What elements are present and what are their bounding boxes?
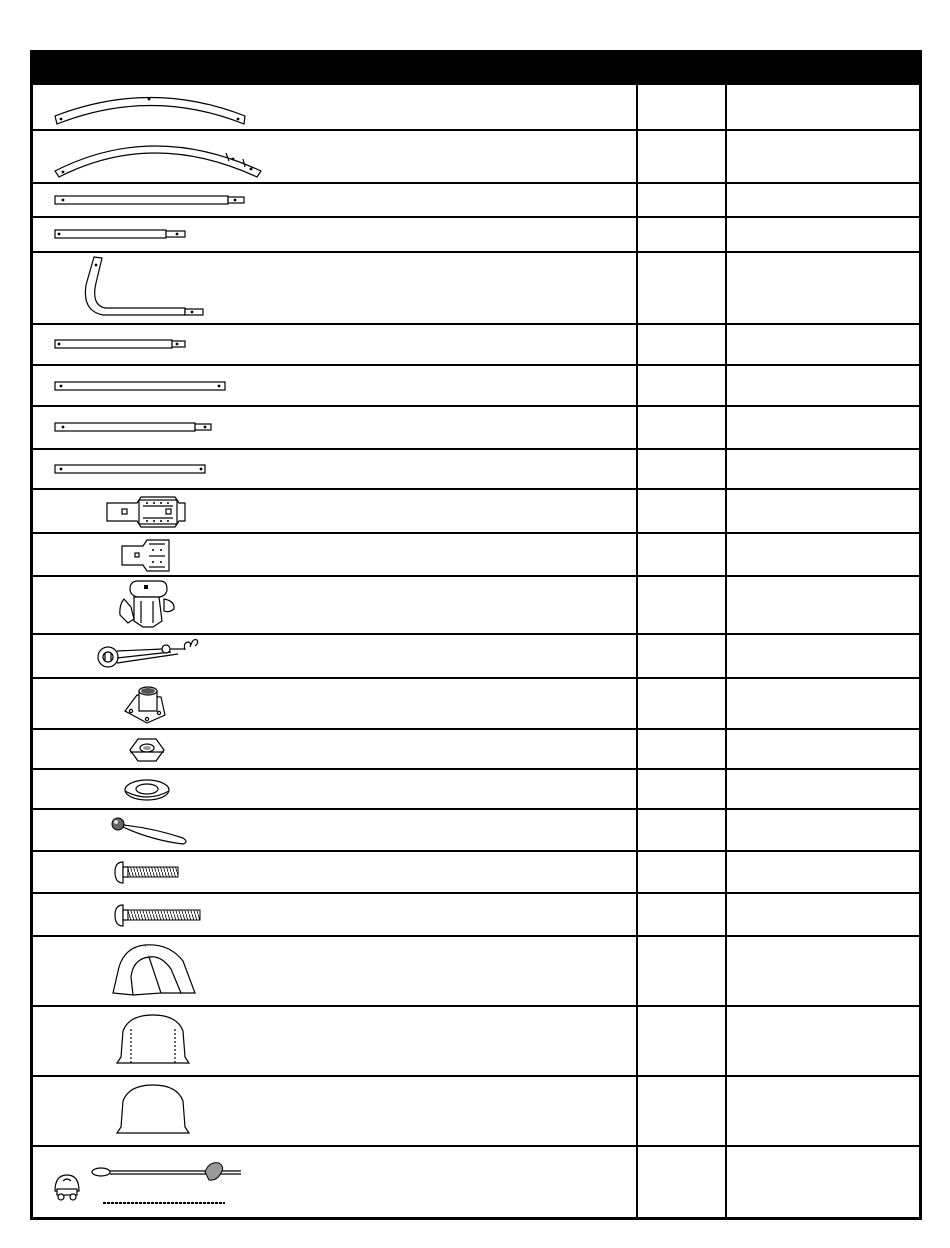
parts-row: [33, 935, 919, 1005]
qty-cell: [636, 894, 725, 935]
qty-cell: [636, 450, 725, 488]
parts-row: [33, 677, 919, 728]
parts-row: [33, 575, 919, 633]
parts-row: [33, 532, 919, 575]
description-cell: [725, 730, 919, 768]
ratchet-tensioner-icon: [33, 635, 636, 677]
qty-cell: [636, 770, 725, 808]
description-cell: [725, 85, 919, 129]
parts-row: [33, 1145, 919, 1217]
description-cell: [725, 184, 919, 216]
qty-cell: [636, 218, 725, 251]
qty-cell: [636, 534, 725, 575]
qty-cell: [636, 253, 725, 323]
anchor-kit-icon: [33, 1147, 636, 1217]
swaged-tube-narrow-end-icon: [33, 407, 636, 448]
parts-row: [33, 768, 919, 808]
qty-cell: [636, 1077, 725, 1145]
ball-bungee-icon: [33, 810, 636, 850]
parts-row: [33, 633, 919, 677]
flat-washer-icon: [33, 770, 636, 808]
curved-roof-arch-long-icon: [33, 131, 636, 182]
carriage-bolt-long-icon: [33, 894, 636, 935]
parts-row: [33, 728, 919, 768]
hex-nut-icon: [33, 730, 636, 768]
qty-cell: [636, 407, 725, 448]
description-cell: [725, 366, 919, 405]
description-cell: [725, 325, 919, 364]
description-cell: [725, 894, 919, 935]
swaged-tube-long-icon: [33, 184, 636, 216]
parts-row: [33, 364, 919, 405]
parts-row: [33, 216, 919, 251]
description-cell: [725, 937, 919, 1005]
qty-cell: [636, 184, 725, 216]
bent-leg-tube-icon: [33, 253, 636, 323]
roof-cover-icon: [33, 937, 636, 1005]
qty-cell: [636, 490, 725, 532]
qty-cell: [636, 366, 725, 405]
parts-row: [33, 892, 919, 935]
end-panel-with-door-icon: [33, 1007, 636, 1075]
description-cell: [725, 490, 919, 532]
description-cell: [725, 407, 919, 448]
qty-cell: [636, 131, 725, 182]
description-cell: [725, 131, 919, 182]
parts-row: [33, 488, 919, 532]
straight-tube-short-icon: [33, 450, 636, 488]
qty-cell: [636, 810, 725, 850]
parts-row: [33, 448, 919, 488]
four-way-connector-plate-icon: [33, 490, 636, 532]
qty-cell: [636, 1147, 725, 1217]
ridge-bracket-icon: [33, 577, 636, 633]
description-cell: [725, 218, 919, 251]
three-way-connector-plate-icon: [33, 534, 636, 575]
qty-cell: [636, 577, 725, 633]
description-cell: [725, 450, 919, 488]
parts-row: [33, 1075, 919, 1145]
curved-roof-arch-short-icon: [33, 85, 636, 129]
qty-cell: [636, 1007, 725, 1075]
parts-row: [33, 129, 919, 182]
description-cell: [725, 1077, 919, 1145]
description-cell: [725, 810, 919, 850]
qty-cell: [636, 85, 725, 129]
parts-row: [33, 1005, 919, 1075]
table-header-title: [33, 60, 41, 76]
description-cell: [725, 577, 919, 633]
description-cell: [725, 253, 919, 323]
parts-row: [33, 323, 919, 364]
description-cell: [725, 635, 919, 677]
parts-row: [33, 405, 919, 448]
description-cell: [725, 1007, 919, 1075]
parts-row: [33, 251, 919, 323]
qty-cell: [636, 679, 725, 728]
description-cell: [725, 852, 919, 892]
foot-plate-icon: [33, 679, 636, 728]
swaged-tube-medium-icon: [33, 218, 636, 251]
carriage-bolt-short-icon: [33, 852, 636, 892]
qty-cell: [636, 635, 725, 677]
description-cell: [725, 770, 919, 808]
qty-cell: [636, 325, 725, 364]
parts-row: [33, 182, 919, 216]
straight-tube-long-icon: [33, 366, 636, 405]
parts-row: [33, 850, 919, 892]
end-panel-solid-icon: [33, 1077, 636, 1145]
table-header-bar: [33, 53, 919, 83]
description-cell: [725, 1147, 919, 1217]
parts-row: [33, 83, 919, 129]
parts-row: [33, 808, 919, 850]
qty-cell: [636, 852, 725, 892]
description-cell: [725, 534, 919, 575]
swaged-tube-short-icon: [33, 325, 636, 364]
qty-cell: [636, 937, 725, 1005]
qty-cell: [636, 730, 725, 768]
parts-list-table: [30, 50, 922, 1220]
description-cell: [725, 679, 919, 728]
